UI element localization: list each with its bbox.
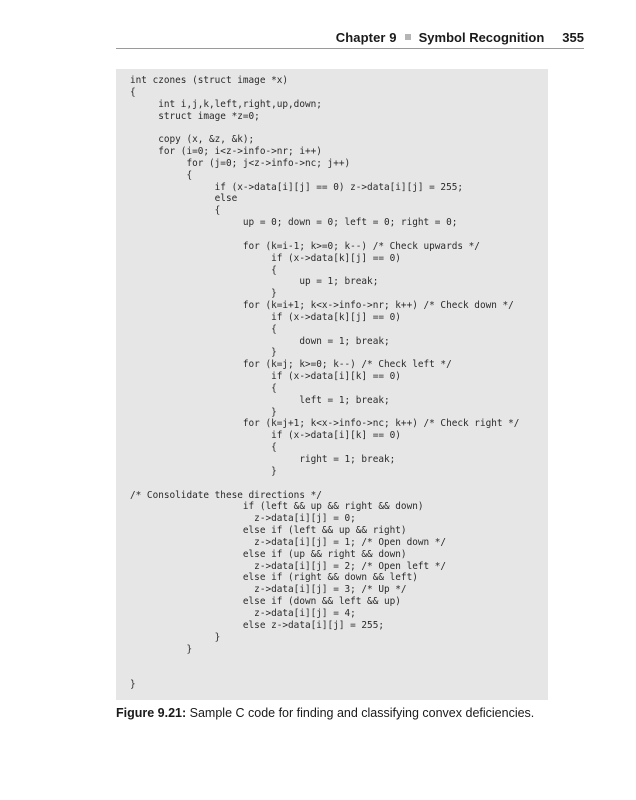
- code-line: int i,j,k,left,right,up,down;: [130, 98, 322, 110]
- code-line: up = 1; break;: [130, 276, 379, 288]
- page-number: 355: [562, 29, 584, 45]
- code-line: if (x->data[i][j] == 0) z->data[i][j] = 255;: [130, 181, 464, 193]
- code-line: [130, 655, 548, 667]
- chapter-title: Symbol Recognition: [418, 29, 545, 45]
- code-line: down = 1; break;: [130, 335, 390, 347]
- code-line: if (x->data[i][k] == 0): [130, 371, 401, 383]
- figure-caption: [116, 706, 534, 720]
- code-line: [130, 122, 548, 134]
- code-line: {: [130, 169, 193, 181]
- code-line: else: [130, 193, 238, 205]
- code-line: z->data[i][j] = 0;: [130, 513, 356, 525]
- code-line: z->data[i][j] = 2; /* Open left */: [130, 560, 447, 572]
- code-line: z->data[i][j] = 1; /* Open down */: [130, 536, 447, 548]
- code-line: [130, 667, 548, 679]
- code-line: if (x->data[k][j] == 0): [130, 252, 401, 264]
- code-line: {: [130, 264, 277, 276]
- code-line: left = 1; break;: [130, 394, 390, 406]
- code-line: struct image *z=0;: [130, 110, 260, 122]
- code-line: }: [130, 679, 136, 691]
- code-line: else if (right && down && left): [130, 572, 418, 584]
- code-line: {: [130, 86, 136, 98]
- figure-caption-text: Sample C code for finding and classifying convex deficiencies.: [186, 706, 535, 720]
- code-line: }: [130, 347, 277, 359]
- code-line: for (k=i-1; k>=0; k--) /* Check upwards */: [130, 240, 480, 252]
- code-line: int czones (struct image *x): [130, 75, 289, 86]
- code-line: if (x->data[k][j] == 0): [130, 311, 401, 323]
- code-line: else if (up && right && down): [130, 548, 407, 560]
- code-line: for (i=0; i<z->info->nr; i++): [130, 146, 322, 158]
- code-line: }: [130, 465, 277, 477]
- code-line: }: [130, 643, 193, 655]
- code-line: z->data[i][j] = 4;: [130, 607, 356, 619]
- code-line: copy (x, &z, &k);: [130, 134, 255, 146]
- code-listing: [116, 69, 548, 700]
- code-line: right = 1; break;: [130, 454, 396, 465]
- code-line: [130, 478, 548, 490]
- code-line: }: [130, 288, 277, 300]
- square-separator-icon: [405, 34, 411, 40]
- code-line: if (x->data[i][k] == 0): [130, 430, 401, 442]
- code-line: }: [130, 406, 277, 418]
- chapter-label: Chapter 9: [335, 29, 397, 45]
- code-line: if (left && up && right && down): [130, 501, 424, 513]
- code-line: {: [130, 382, 277, 394]
- code-line: for (k=j+1; k<x->info->nc; k++) /* Check right */: [130, 418, 520, 430]
- code-line: else z->data[i][j] = 255;: [130, 619, 384, 631]
- code-line: {: [130, 205, 221, 217]
- code-line: for (k=j; k>=0; k--) /* Check left */: [130, 359, 452, 371]
- code-line: else if (down && left && up): [130, 596, 401, 608]
- code-line: up = 0; down = 0; left = 0; right = 0;: [130, 217, 458, 229]
- code-line: for (k=i+1; k<x->info->nr; k++) /* Check down */: [130, 300, 514, 312]
- code-line: {: [130, 323, 277, 335]
- code-line: for (j=0; j<z->info->nc; j++): [130, 157, 351, 169]
- running-header: [116, 28, 584, 49]
- code-lines: [130, 75, 548, 691]
- code-line: }: [130, 631, 221, 643]
- code-line: [130, 229, 548, 241]
- code-line: {: [130, 442, 277, 454]
- code-line: z->data[i][j] = 3; /* Up */: [130, 584, 407, 596]
- figure-label: Figure 9.21:: [116, 706, 187, 720]
- code-line: /* Consolidate these directions */: [130, 489, 322, 501]
- code-line: else if (left && up && right): [130, 525, 407, 537]
